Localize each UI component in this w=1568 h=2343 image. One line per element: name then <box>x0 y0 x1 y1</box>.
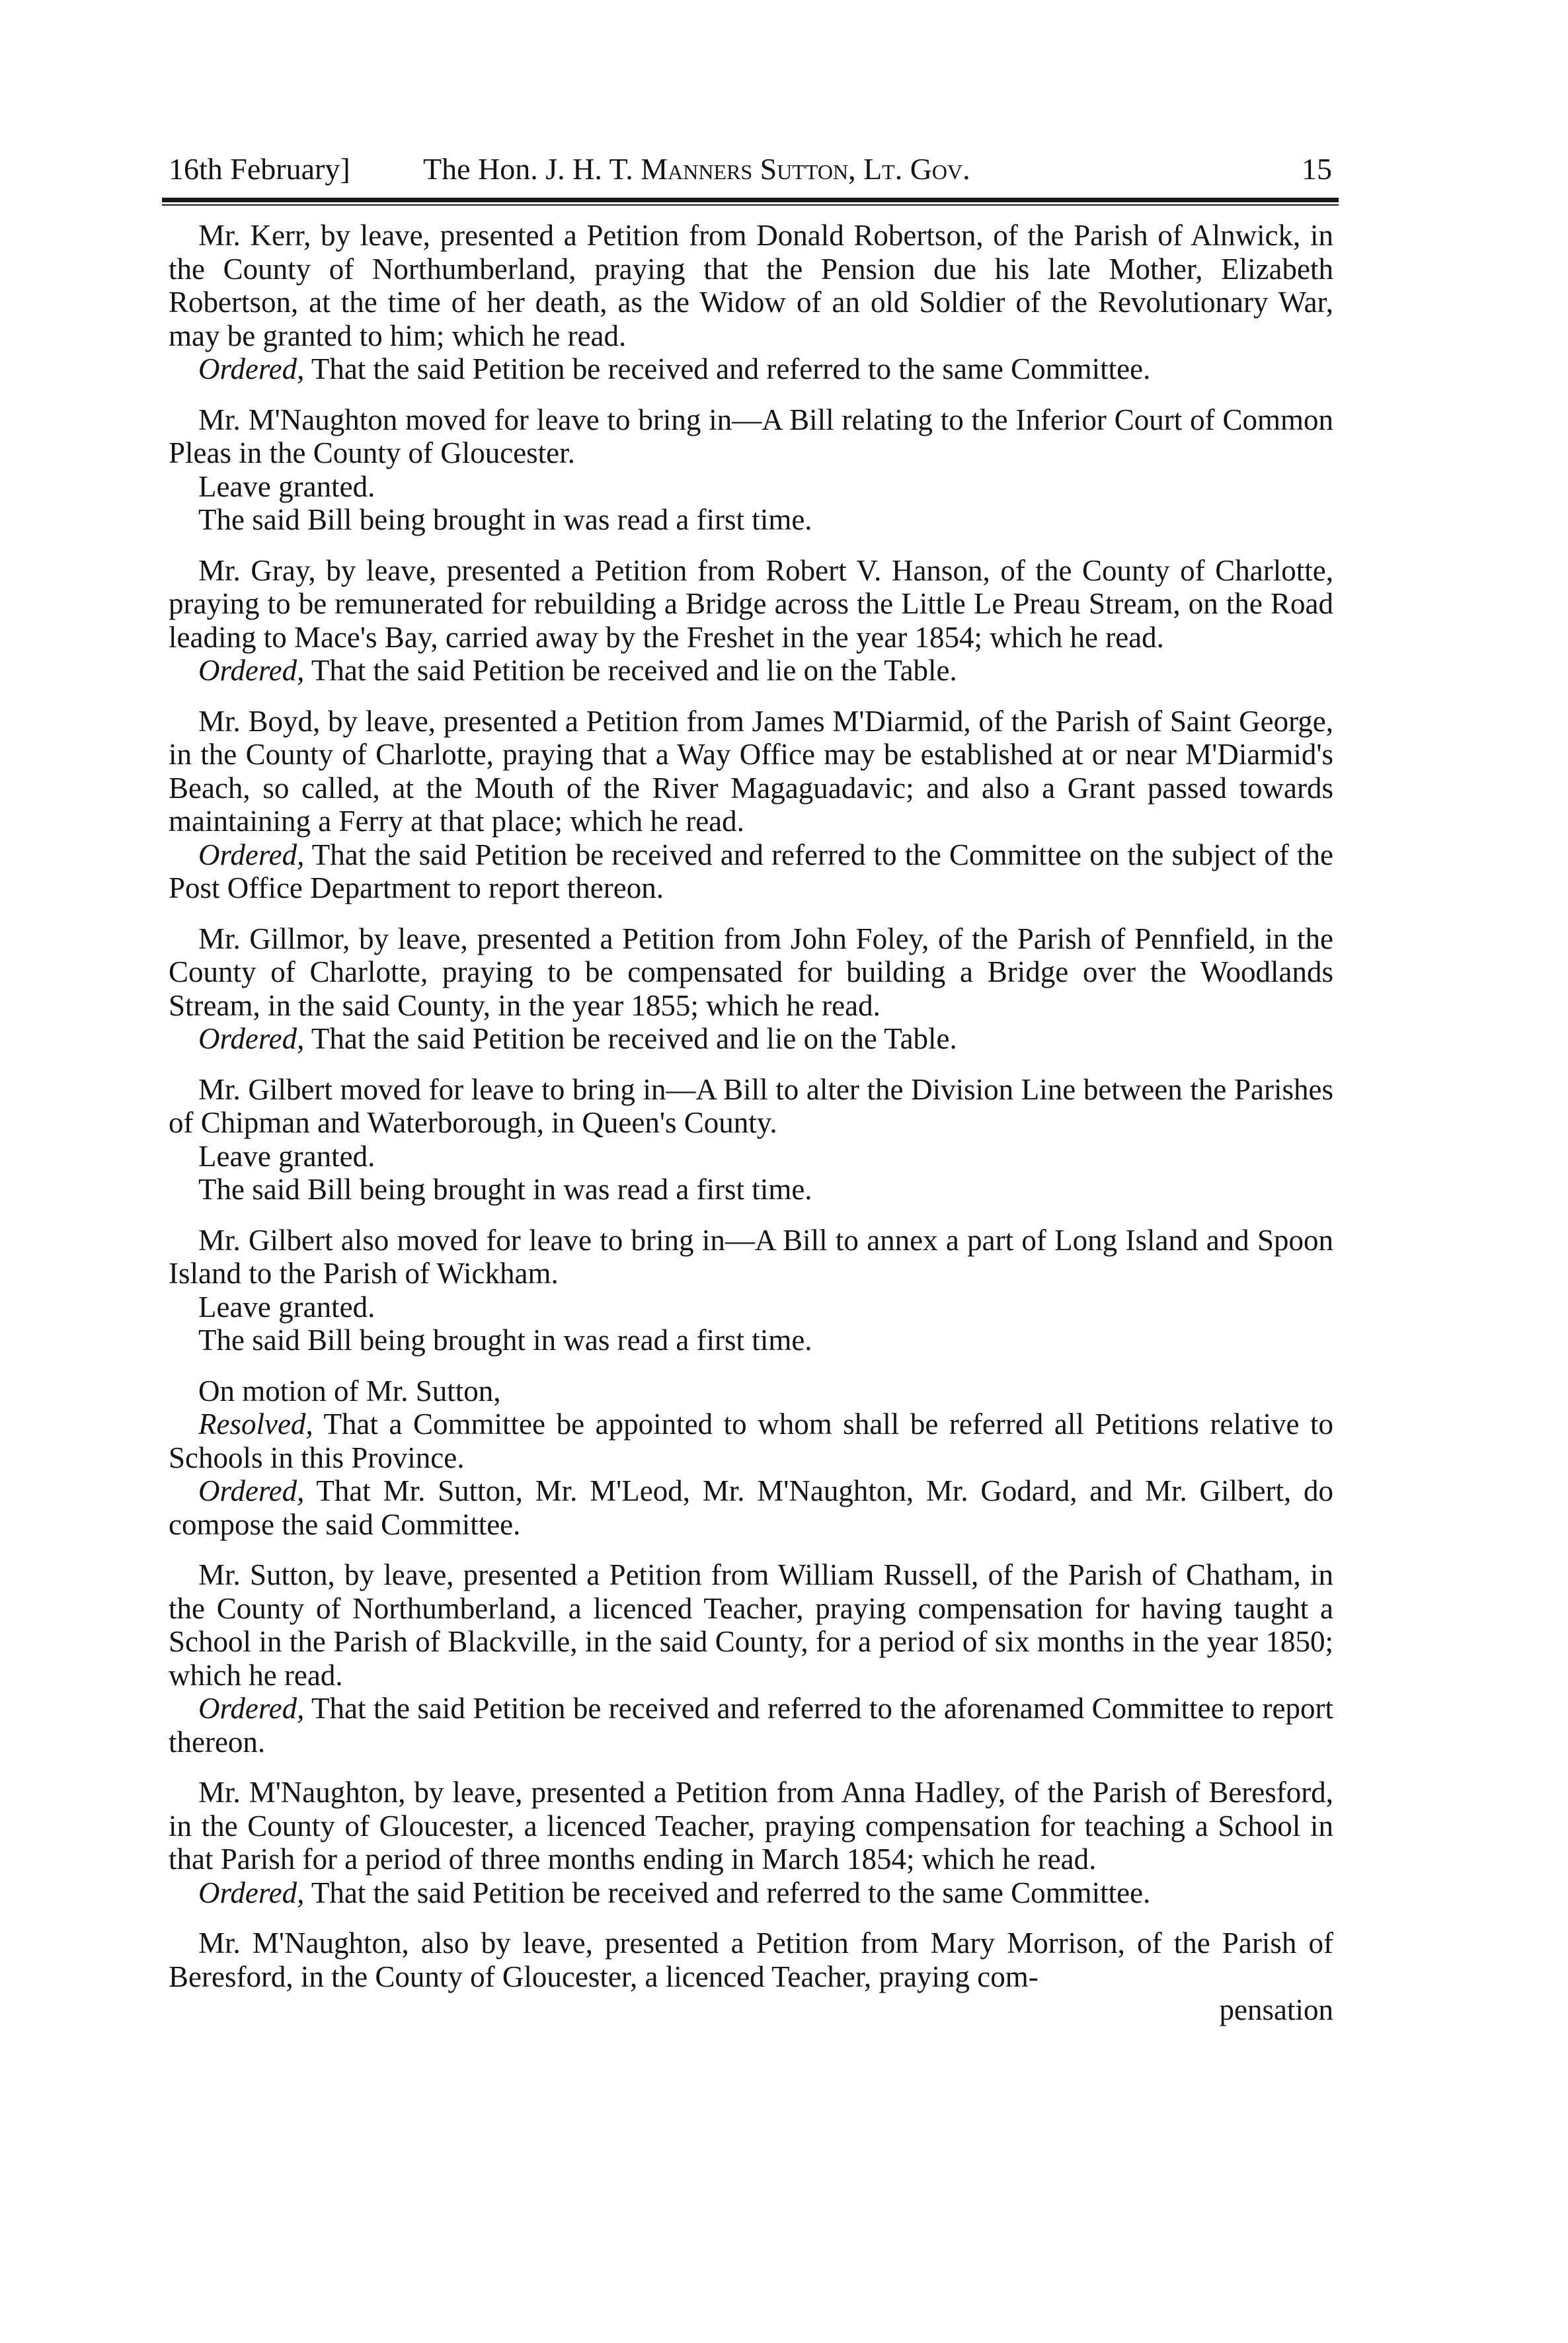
order-boyd <box>169 838 1333 905</box>
leave-granted: Leave granted. <box>198 1139 375 1173</box>
paragraph-gray-petition: Mr. Gray, by leave, presented a Petition from Robert V. Hanson, of the County of Charlotte, praying to be remunerated for rebuilding a Bridge across the Little Le Preau Stream, on the Road leading to Mace's Bay, carried away by the Freshet in the year 1854; which he read. <box>169 553 1333 654</box>
order-text: That the said Petition be received and referred to the aforenamed Committee to report thereon. <box>169 1692 1334 1759</box>
first-reading: The said Bill being brought in was read a first time. <box>198 1173 812 1206</box>
order-text: That Mr. Sutton, Mr. M'Leod, Mr. M'Naughton, Mr. Godard, and Mr. Gilbert, do compose the said Committee. <box>169 1474 1334 1541</box>
page-number: 15 <box>1302 152 1332 186</box>
paragraph-gilbert-second-bill: Mr. Gilbert also moved for leave to bring in—A Bill to annex a part of Long Island and Spoon Island to the Parish of Wickham. <box>169 1223 1333 1290</box>
first-reading: The said Bill being brought in was read a first time. <box>198 1324 812 1357</box>
paragraph-gillmor-petition: Mr. Gillmor, by leave, presented a Petition from John Foley, of the Parish of Pennfield, in the County of Charlotte, praying to be compensated for building a Bridge over the Woodlands Stream, in the said County, in the year 1855; which he read. <box>169 922 1333 1022</box>
paragraph-gilbert-bill: Mr. Gilbert moved for leave to bring in—A Bill to alter the Division Line between the Parishes of Chipman and Waterborough, in Queen's County. <box>169 1072 1333 1139</box>
order-text: That the said Petition be received and referred to the same Committee. <box>311 352 1151 385</box>
leave-granted: Leave granted. <box>198 469 375 503</box>
running-head <box>162 149 1339 190</box>
resolved-label: Resolved, <box>198 1408 313 1441</box>
ordered-label: Ordered, <box>198 1876 305 1909</box>
header-date: 16th February] <box>169 152 350 186</box>
header-title-prefix: The Hon. J. H. T. <box>423 152 641 186</box>
leave-granted: Leave granted. <box>198 1290 375 1324</box>
ordered-label: Ordered, <box>198 838 305 871</box>
paragraph-morrison-petition: Mr. M'Naughton, also by leave, presented a Petition from Mary Morrison, of the Parish of Beresford, in the County of Gloucester, a licenced Teacher, praying com- <box>169 1926 1333 1993</box>
ordered-label: Ordered, <box>198 1022 305 1055</box>
order-sutton <box>169 1692 1333 1759</box>
ordered-label: Ordered, <box>198 1692 305 1725</box>
catchword: pensation <box>1219 1993 1333 2026</box>
order-text: That the said Petition be received and referred to the same Committee. <box>311 1876 1151 1909</box>
paragraph-sutton-petition: Mr. Sutton, by leave, presented a Petition from William Russell, of the Parish of Chatham, in the County of Northumberland, a licenced Teacher, praying compensation for having taught a School in the Parish of Blackville, in the said County, for a period of six months in the year 1850; which he read. <box>169 1558 1333 1692</box>
header-rule-thin <box>162 204 1339 206</box>
order-kerr <box>169 352 1333 386</box>
paragraph-mcnaughton-bill: Mr. M'Naughton moved for leave to bring in—A Bill relating to the Inferior Court of Common Pleas in the County of Gloucester. <box>169 403 1333 469</box>
header-title-suffix: , Lt. Gov. <box>848 152 970 186</box>
paragraph-kerr-petition: Mr. Kerr, by leave, presented a Petition from Donald Robertson, of the Parish of Alnwick, in the County of Northumberland, praying that the Pension due his late Mother, Elizabeth Robertson, at the time of her death, as the Widow of an old Soldier of the Revolutionary War, may be granted to him; which he read. <box>169 219 1333 352</box>
header-title <box>423 149 970 190</box>
order-text: That the said Petition be received and lie on the Table. <box>311 654 957 687</box>
paragraph-hadley-petition: Mr. M'Naughton, by leave, presented a Petition from Anna Hadley, of the Parish of Beresford, in the County of Gloucester, a licenced Teacher, praying compensation for teaching a School in that Parish for a period of three months ending in March 1854; which he read. <box>169 1776 1333 1876</box>
order-text: That the said Petition be received and referred to the Committee on the subject of the Post Office Department to report thereon. <box>169 838 1333 904</box>
resolution-text: That a Committee be appointed to whom shall be referred all Petitions relative to Schools in this Province. <box>169 1408 1333 1474</box>
ordered-label: Ordered, <box>198 352 305 385</box>
header-title-name: Manners Sutton <box>641 152 849 186</box>
order-gillmor <box>169 1022 1333 1056</box>
order-committee-members <box>169 1474 1333 1541</box>
header-rule-thick <box>162 198 1339 202</box>
journal-body <box>162 219 1339 2027</box>
journal-page <box>162 149 1339 2027</box>
order-gray <box>169 654 1333 688</box>
ordered-label: Ordered, <box>198 1474 305 1507</box>
first-reading: The said Bill being brought in was read a first time. <box>198 503 812 536</box>
resolution-schools-committee <box>169 1408 1333 1474</box>
motion-sutton: On motion of Mr. Sutton, <box>198 1374 501 1408</box>
order-hadley <box>169 1876 1333 1910</box>
order-text: That the said Petition be received and lie on the Table. <box>311 1022 957 1055</box>
ordered-label: Ordered, <box>198 654 305 687</box>
paragraph-boyd-petition: Mr. Boyd, by leave, presented a Petition from James M'Diarmid, of the Parish of Saint George, in the County of Charlotte, praying that a Way Office may be established at or near M'Diarmid's Beach, so called, at the Mouth of the River Magaguadavic; and also a Grant passed towards maintaining a Ferry at that place; which he read. <box>169 704 1333 838</box>
